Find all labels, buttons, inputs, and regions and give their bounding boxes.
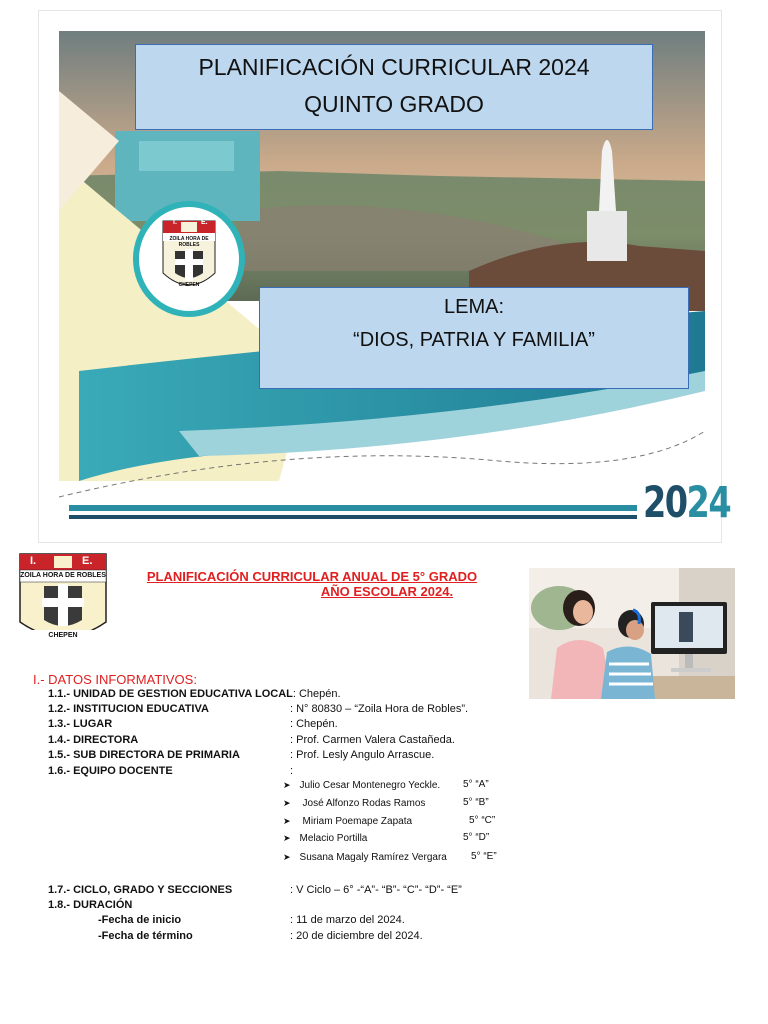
- cover-emblem-name: ZOILA HORA DE ROBLES: [169, 236, 209, 248]
- cover-year-part2: 24: [686, 478, 731, 528]
- team-member-name: José Alfonzo Rodas Ramos: [302, 798, 426, 809]
- team-member-name: Susana Magaly Ramírez Vergara: [299, 852, 447, 863]
- info-value: : Chepén.: [290, 718, 338, 730]
- online-class-image: [529, 568, 735, 699]
- team-member-name: Julio Cesar Montenegro Yeckle.: [299, 780, 441, 791]
- cover-title-box: [135, 44, 653, 130]
- school-logo: [18, 552, 108, 648]
- cover-lema-box: [259, 287, 689, 389]
- info-label: 1.5.- SUB DIRECTORA DE PRIMARIA: [48, 749, 240, 761]
- info-value: : Prof. Lesly Angulo Arrascue.: [290, 749, 435, 761]
- info-label: 1.6.- EQUIPO DOCENTE: [48, 765, 173, 777]
- school-logo-ie2: E.: [82, 555, 93, 567]
- ciclo-label: 1.7.- CICLO, GRADO Y SECCIONES: [48, 884, 233, 896]
- cover-lema-text: “DIOS, PATRIA Y FAMILIA”: [353, 329, 595, 351]
- team-member: [283, 814, 543, 831]
- team-member: [283, 778, 543, 796]
- team-member: [283, 796, 543, 814]
- cover-year-part1: 20: [643, 478, 687, 528]
- document-title-line2: AÑO ESCOLAR 2024.: [320, 584, 454, 599]
- school-logo-name: ZOILA HORA DE ROBLES: [20, 572, 106, 579]
- cover-page: [38, 10, 731, 543]
- ciclo-value: : V Ciclo – 6° -“A”- “B”- “C”- “D”- “E”: [290, 884, 462, 896]
- fecha-termino-label: -Fecha de término: [98, 930, 193, 942]
- team-member-name: Miriam Poemape Zapata: [302, 816, 413, 827]
- cover-title-line2: QUINTO GRADO: [304, 91, 484, 117]
- info-value: : Prof. Carmen Valera Castañeda.: [290, 734, 455, 746]
- arrow-bullet-icon: ➤: [283, 852, 291, 862]
- fecha-inicio-label: -Fecha de inicio: [98, 914, 182, 926]
- duracion-label: 1.8.- DURACIÓN: [48, 899, 133, 911]
- info-value: : Chepén.: [292, 688, 341, 700]
- section-datos-informativos: I.- DATOS INFORMATIVOS:: [33, 672, 197, 687]
- info-label: 1.4.- DIRECTORA: [48, 734, 139, 746]
- info-value: :: [290, 765, 294, 777]
- team-member-section: 5° “B”: [463, 797, 489, 808]
- arrow-bullet-icon: ➤: [283, 780, 291, 790]
- fecha-termino-value: : 20 de diciembre del 2024.: [290, 930, 423, 942]
- arrow-bullet-icon: ➤: [283, 816, 291, 826]
- team-member-name: Melacio Portilla: [299, 833, 368, 844]
- cover-emblem-ie2: E.: [201, 219, 208, 226]
- arrow-bullet-icon: ➤: [283, 833, 291, 843]
- team-member: [283, 831, 543, 850]
- fecha-inicio-value: : 11 de marzo del 2024.: [290, 914, 405, 926]
- team-list: [283, 778, 543, 868]
- info-value: : N° 80830 – “Zoila Hora de Robles”.: [290, 703, 469, 715]
- team-member-section: 5° “E”: [471, 851, 497, 862]
- team-member: [283, 850, 543, 868]
- info-row: [48, 687, 341, 702]
- info-label: 1.3.- LUGAR: [48, 718, 113, 730]
- cover-title-line1: PLANIFICACIÓN CURRICULAR 2024: [198, 54, 590, 80]
- cover-emblem-ie1: I.: [173, 219, 177, 226]
- info-label: 1.1.- UNIDAD DE GESTION EDUCATIVA LOCAL: [48, 688, 293, 700]
- arrow-bullet-icon: ➤: [283, 798, 291, 808]
- school-logo-city: CHEPEN: [48, 632, 78, 639]
- school-logo-ie1: I.: [30, 555, 37, 567]
- document-title: [112, 569, 512, 599]
- team-member-section: 5° “C”: [469, 815, 496, 826]
- cover-emblem-city: CHEPEN: [178, 282, 200, 288]
- cover-lema-label: LEMA:: [443, 296, 505, 318]
- team-member-section: 5° “D”: [463, 832, 490, 843]
- online-class-photo: [529, 568, 735, 699]
- cover-year: [643, 478, 730, 528]
- document-title-line1: PLANIFICACIÓN CURRICULAR ANUAL DE 5° GRADO: [146, 569, 478, 584]
- info-label: 1.2.- INSTITUCION EDUCATIVA: [48, 703, 209, 715]
- team-member-section: 5° “A”: [463, 779, 489, 790]
